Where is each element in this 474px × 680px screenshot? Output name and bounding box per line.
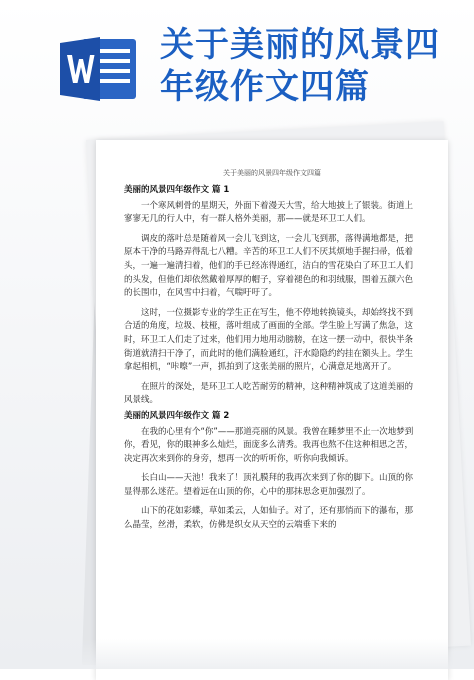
paragraph: 山下的花如彩蝶，草如柔云，人如仙子。对了，还有那悄而下的瀑布，那么晶莹，丝滑，柔软，仿佛是织女从天空的云端垂下来的	[124, 506, 414, 531]
paragraph: 长白山——天池！我来了！顶礼膜拜的我再次来到了你的脚下。山顶的你显得那么迷茫。望着远在山顶的你，心中的那抹思念更加强烈了。	[124, 473, 414, 497]
paragraph: 在照片的深处，是环卫工人吃苦耐劳的精神，这种精神筑成了这道美丽的风景线。	[124, 381, 414, 406]
paragraph: 调皮的落叶总是随着风一会儿飞到这，一会儿飞到那，落得满地都是，把原本干净的马路弄得乱七八糟。辛苦的环卫工人们不厌其烦地手握扫帚，低着头，一遍一遍清扫着，他们的手已经冻得通红，洁白的雪花染白了环卫工人们的头发，但他们却依然戴着厚厚的帽子，穿着褪色的和羽绒服，围着五颜六色的长围巾，在风雪中扫着，气喘吁吁了。	[124, 233, 414, 299]
paragraph: 这时，一位摄影专业的学生正在写生，他不停地转换镜头，却始终找不到合适的角度，垃圾、枝桠，落叶组成了画面的全部。学生脸上写满了焦急，这时，环卫工人们走了过来，他们用力地用动膀膀，在这一摆一动中，很快半条街道就清扫干净了，而此时的他们满脸通红，汗水隐隐约约挂在额头上。学生拿起相机，“咔嚓”一声，抓拍到了这张美丽的照片，心满意足地离开了。	[124, 307, 414, 373]
word-document-icon	[60, 35, 140, 103]
section-title: 美丽的风景四年级作文 篇 2	[124, 410, 230, 421]
document-body	[124, 184, 420, 533]
section-title: 美丽的风景四年级作文 篇 1	[124, 185, 230, 195]
document-header: 关于美丽的风景四年级作文四篇	[223, 169, 321, 177]
paragraph: 在我的心里有个“你”——那道亮丽的风景。我曾在睡梦里不止一次地梦到你，看见，你的眼神多么灿烂，面庞多么清秀。我再也熬不住这种相思之苦，决定再次来到你的身旁，想再一次的听听你，听你向我倾诉。	[124, 426, 414, 464]
document-page	[96, 140, 448, 680]
bottom-fade	[0, 639, 474, 669]
paragraph: 一个寒风刺骨的星期天，外面下着漫天大雪，给大地披上了银装。街道上寥寥无几的行人中，有一群人格外美丽，那——就是环卫工人们。	[124, 200, 414, 225]
banner-title: 关于美丽的风景四 年级作文四篇	[160, 25, 440, 107]
